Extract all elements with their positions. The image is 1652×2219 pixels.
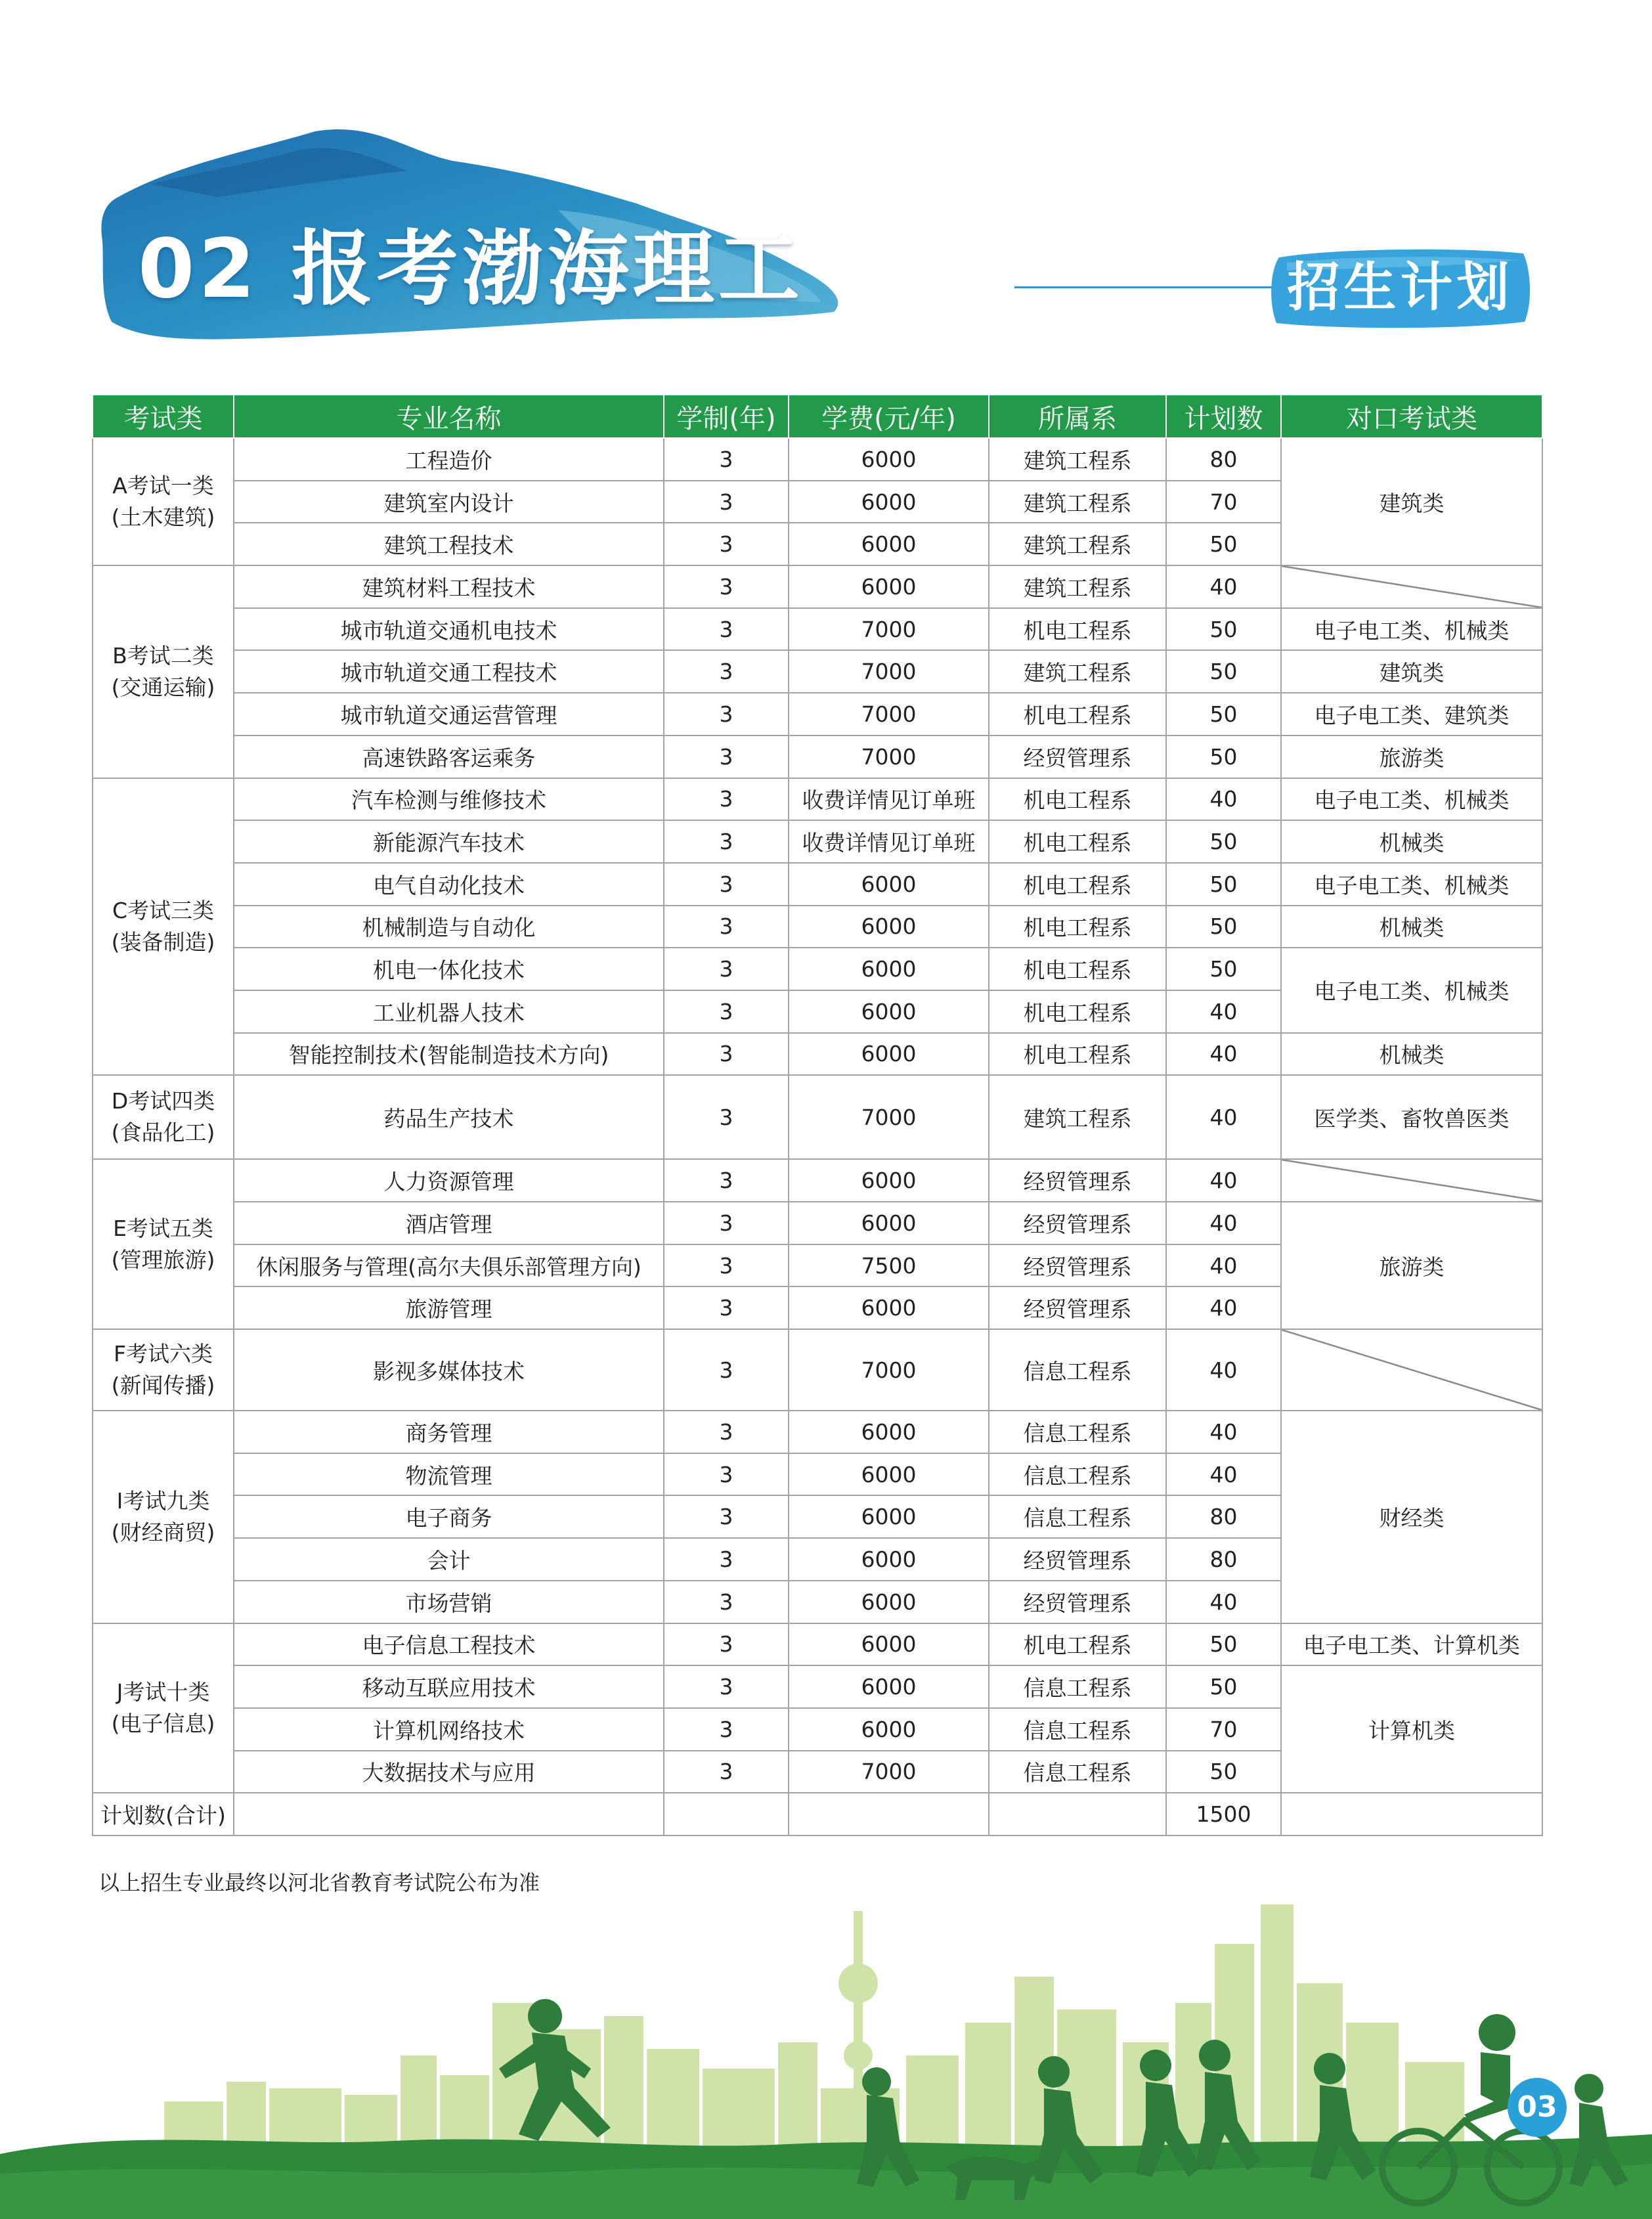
fee-cell: 7000	[789, 1329, 989, 1411]
plan-count-cell: 40	[1166, 778, 1281, 821]
exam-category-cell	[93, 438, 234, 565]
exam-type-cell: 建筑类	[1281, 650, 1542, 693]
years-cell: 3	[664, 565, 789, 608]
plan-count-cell: 40	[1166, 1411, 1281, 1453]
page-title: 02 报考渤海理工	[138, 222, 804, 317]
years-cell: 3	[664, 1075, 789, 1159]
fee-cell: 6000	[789, 1708, 989, 1751]
exam-type-cell: 电子电工类、建筑类	[1281, 693, 1542, 736]
grass-highlight	[0, 2164, 1652, 2219]
category-name: A考试一类	[112, 473, 214, 499]
column-header: 专业名称	[234, 395, 664, 438]
plan-count-cell: 50	[1166, 1665, 1281, 1708]
department-cell: 机电工程系	[989, 608, 1166, 651]
department-cell: 信息工程系	[989, 1751, 1166, 1793]
plan-count-cell: 40	[1166, 1581, 1281, 1623]
major-name: 商务管理	[234, 1411, 664, 1453]
plan-count-cell: 40	[1166, 1075, 1281, 1159]
column-header: 计划数	[1166, 395, 1281, 438]
major-name: 电子信息工程技术	[234, 1623, 664, 1666]
category-group: (新闻传播)	[111, 1373, 215, 1399]
major-name: 智能控制技术(智能制造技术方向)	[234, 1033, 664, 1076]
plan-count-cell: 50	[1166, 693, 1281, 736]
years-cell: 3	[664, 608, 789, 651]
department-cell: 机电工程系	[989, 1623, 1166, 1666]
fee-cell: 6000	[789, 1495, 989, 1538]
exam-category-cell	[93, 778, 234, 1076]
department-cell: 建筑工程系	[989, 481, 1166, 523]
department-cell: 机电工程系	[989, 906, 1166, 948]
years-cell: 3	[664, 523, 789, 565]
plan-count-cell: 80	[1166, 1538, 1281, 1581]
fee-cell: 6000	[789, 1033, 989, 1076]
category-group: (装备制造)	[111, 929, 215, 955]
plan-count-cell: 40	[1166, 1244, 1281, 1287]
exam-type-cell: 电子电工类、计算机类	[1281, 1623, 1542, 1666]
plan-count-cell: 50	[1166, 820, 1281, 863]
department-cell: 经贸管理系	[989, 1159, 1166, 1202]
fee-cell: 6000	[789, 1665, 989, 1708]
empty-diagonal-cell	[1281, 1159, 1542, 1202]
exam-category-cell	[93, 1075, 234, 1159]
total-row	[93, 1793, 1542, 1835]
empty-cell	[789, 1793, 989, 1835]
department-cell: 经贸管理系	[989, 1244, 1166, 1287]
category-group: (财经商贸)	[111, 1519, 215, 1545]
enrollment-plan-table	[92, 394, 1543, 1836]
department-cell: 经贸管理系	[989, 1202, 1166, 1244]
department-cell: 建筑工程系	[989, 650, 1166, 693]
exam-type-cell: 机械类	[1281, 1033, 1542, 1076]
footnote: 以上招生专业最终以河北省教育考试院公布为准	[98, 1870, 540, 1895]
category-name: E考试五类	[113, 1215, 213, 1241]
department-cell: 机电工程系	[989, 778, 1166, 821]
fee-cell: 7000	[789, 608, 989, 651]
years-cell: 3	[664, 820, 789, 863]
fee-cell: 6000	[789, 1623, 989, 1666]
plan-count-cell: 40	[1166, 1202, 1281, 1244]
department-cell: 信息工程系	[989, 1453, 1166, 1496]
category-name: F考试六类	[114, 1341, 213, 1367]
table-row	[93, 1075, 1542, 1159]
exam-type-cell: 旅游类	[1281, 1202, 1542, 1329]
years-cell: 3	[664, 906, 789, 948]
table-row	[93, 438, 1542, 481]
department-cell: 机电工程系	[989, 990, 1166, 1033]
major-name: 休闲服务与管理(高尔夫俱乐部管理方向)	[234, 1244, 664, 1287]
major-name: 电子商务	[234, 1495, 664, 1538]
table-header-row	[93, 395, 1542, 438]
years-cell: 3	[664, 1202, 789, 1244]
department-cell: 机电工程系	[989, 820, 1166, 863]
department-cell: 信息工程系	[989, 1665, 1166, 1708]
empty-cell	[989, 1793, 1166, 1835]
years-cell: 3	[664, 1581, 789, 1623]
exam-type-cell: 机械类	[1281, 906, 1542, 948]
department-cell: 建筑工程系	[989, 565, 1166, 608]
fee-cell: 6000	[789, 481, 989, 523]
table-row	[93, 1159, 1542, 1202]
page-number: 03	[1508, 2078, 1567, 2137]
major-name: 工业机器人技术	[234, 990, 664, 1033]
major-name: 大数据技术与应用	[234, 1751, 664, 1793]
column-header: 学制(年)	[664, 395, 789, 438]
column-header: 所属系	[989, 395, 1166, 438]
major-name: 酒店管理	[234, 1202, 664, 1244]
total-label: 计划数(合计)	[93, 1793, 234, 1835]
department-cell: 机电工程系	[989, 863, 1166, 906]
plan-count-cell: 50	[1166, 736, 1281, 778]
category-name: B考试二类	[112, 642, 214, 669]
column-header: 考试类	[93, 395, 234, 438]
fee-cell: 6000	[789, 1286, 989, 1329]
category-group: (交通运输)	[111, 674, 215, 700]
major-name: 城市轨道交通机电技术	[234, 608, 664, 651]
exam-type-cell: 医学类、畜牧兽医类	[1281, 1075, 1542, 1159]
years-cell: 3	[664, 1159, 789, 1202]
major-name: 电气自动化技术	[234, 863, 664, 906]
category-group: (管理旅游)	[111, 1246, 215, 1273]
exam-type-cell: 旅游类	[1281, 736, 1542, 778]
exam-type-cell: 电子电工类、机械类	[1281, 778, 1542, 821]
major-name: 机械制造与自动化	[234, 906, 664, 948]
empty-cell	[664, 1793, 789, 1835]
section-badge	[1267, 244, 1533, 331]
years-cell: 3	[664, 481, 789, 523]
table-row	[93, 693, 1542, 736]
table-row	[93, 1623, 1542, 1666]
plan-count-cell: 80	[1166, 438, 1281, 481]
table-row	[93, 1033, 1542, 1076]
fee-cell: 7500	[789, 1244, 989, 1287]
plan-count-cell: 50	[1166, 1623, 1281, 1666]
major-name: 城市轨道交通运营管理	[234, 693, 664, 736]
years-cell: 3	[664, 1751, 789, 1793]
fee-cell: 6000	[789, 1453, 989, 1496]
major-name: 汽车检测与维修技术	[234, 778, 664, 821]
table-row	[93, 565, 1542, 608]
exam-category-cell	[93, 1411, 234, 1623]
department-cell: 建筑工程系	[989, 1075, 1166, 1159]
major-name: 机电一体化技术	[234, 948, 664, 990]
department-cell: 经贸管理系	[989, 736, 1166, 778]
years-cell: 3	[664, 990, 789, 1033]
major-name: 药品生产技术	[234, 1075, 664, 1159]
category-name: C考试三类	[112, 898, 215, 924]
major-name: 建筑工程技术	[234, 523, 664, 565]
table-row	[93, 863, 1542, 906]
department-cell: 机电工程系	[989, 1033, 1166, 1076]
title-banner	[98, 125, 854, 348]
column-header: 学费(元/年)	[789, 395, 989, 438]
section-label: 招生计划	[1287, 257, 1513, 318]
years-cell: 3	[664, 1665, 789, 1708]
empty-diagonal-cell	[1281, 565, 1542, 608]
years-cell: 3	[664, 650, 789, 693]
exam-category-cell	[93, 1623, 234, 1793]
major-name: 工程造价	[234, 438, 664, 481]
exam-type-cell: 电子电工类、机械类	[1281, 863, 1542, 906]
table-row	[93, 650, 1542, 693]
category-name: D考试四类	[111, 1088, 215, 1114]
column-header: 对口考试类	[1281, 395, 1542, 438]
fee-cell: 6000	[789, 906, 989, 948]
plan-count-cell: 50	[1166, 948, 1281, 990]
department-cell: 建筑工程系	[989, 523, 1166, 565]
fee-cell: 7000	[789, 650, 989, 693]
department-cell: 经贸管理系	[989, 1581, 1166, 1623]
department-cell: 机电工程系	[989, 948, 1166, 990]
fee-cell: 7000	[789, 1075, 989, 1159]
years-cell: 3	[664, 736, 789, 778]
plan-count-cell: 50	[1166, 608, 1281, 651]
exam-type-cell: 电子电工类、机械类	[1281, 608, 1542, 651]
years-cell: 3	[664, 1453, 789, 1496]
major-name: 物流管理	[234, 1453, 664, 1496]
total-value: 1500	[1166, 1793, 1281, 1835]
plan-count-cell: 50	[1166, 650, 1281, 693]
department-cell: 经贸管理系	[989, 1538, 1166, 1581]
exam-type-cell: 机械类	[1281, 820, 1542, 863]
fee-cell: 7000	[789, 736, 989, 778]
table-row	[93, 1202, 1542, 1244]
exam-type-cell: 电子电工类、机械类	[1281, 948, 1542, 1032]
plan-count-cell: 40	[1166, 1033, 1281, 1076]
years-cell: 3	[664, 778, 789, 821]
fee-cell: 6000	[789, 1581, 989, 1623]
years-cell: 3	[664, 1538, 789, 1581]
fee-cell: 7000	[789, 1751, 989, 1793]
table-row	[93, 906, 1542, 948]
plan-count-cell: 40	[1166, 1453, 1281, 1496]
major-name: 人力资源管理	[234, 1159, 664, 1202]
department-cell: 信息工程系	[989, 1495, 1166, 1538]
exam-category-cell	[93, 565, 234, 778]
fee-cell: 6000	[789, 523, 989, 565]
table-row	[93, 948, 1542, 990]
major-name: 高速铁路客运乘务	[234, 736, 664, 778]
plan-count-cell: 80	[1166, 1495, 1281, 1538]
years-cell: 3	[664, 1033, 789, 1076]
plan-count-cell: 50	[1166, 1751, 1281, 1793]
fee-cell: 6000	[789, 948, 989, 990]
city-skyline-illustration	[0, 1891, 1652, 2219]
fee-cell: 6000	[789, 565, 989, 608]
major-name: 市场营销	[234, 1581, 664, 1623]
table-row	[93, 820, 1542, 863]
table-row	[93, 1329, 1542, 1411]
exam-type-cell: 建筑类	[1281, 438, 1542, 565]
department-cell: 机电工程系	[989, 693, 1166, 736]
plan-count-cell: 70	[1166, 481, 1281, 523]
plan-count-cell: 50	[1166, 523, 1281, 565]
years-cell: 3	[664, 1244, 789, 1287]
department-cell: 信息工程系	[989, 1411, 1166, 1453]
department-cell: 信息工程系	[989, 1329, 1166, 1411]
years-cell: 3	[664, 1495, 789, 1538]
plan-count-cell: 40	[1166, 990, 1281, 1033]
exam-type-cell: 计算机类	[1281, 1665, 1542, 1793]
years-cell: 3	[664, 1329, 789, 1411]
major-name: 建筑材料工程技术	[234, 565, 664, 608]
plan-count-cell: 40	[1166, 1159, 1281, 1202]
exam-type-cell: 财经类	[1281, 1411, 1542, 1623]
category-name: I考试九类	[116, 1487, 210, 1514]
major-name: 计算机网络技术	[234, 1708, 664, 1751]
major-name: 新能源汽车技术	[234, 820, 664, 863]
major-name: 旅游管理	[234, 1286, 664, 1329]
table-row	[93, 778, 1542, 821]
major-name: 移动互联应用技术	[234, 1665, 664, 1708]
fee-cell: 6000	[789, 863, 989, 906]
fee-cell: 6000	[789, 1411, 989, 1453]
plan-count-cell: 40	[1166, 1329, 1281, 1411]
table-row	[93, 608, 1542, 651]
category-group: (土木建筑)	[111, 504, 215, 531]
table-row	[93, 736, 1542, 778]
fee-cell: 6000	[789, 1159, 989, 1202]
table-row	[93, 1411, 1542, 1453]
plan-count-cell: 50	[1166, 906, 1281, 948]
category-group: (食品化工)	[111, 1120, 215, 1146]
department-cell: 信息工程系	[989, 1708, 1166, 1751]
fee-cell: 收费详情见订单班	[789, 778, 989, 821]
major-name: 影视多媒体技术	[234, 1329, 664, 1411]
empty-cell	[1281, 1793, 1542, 1835]
fee-cell: 6000	[789, 1538, 989, 1581]
years-cell: 3	[664, 1708, 789, 1751]
category-name: J考试十类	[116, 1679, 210, 1705]
exam-category-cell	[93, 1159, 234, 1329]
header-divider-line	[1014, 286, 1274, 288]
years-cell: 3	[664, 1411, 789, 1453]
years-cell: 3	[664, 1623, 789, 1666]
major-name: 会计	[234, 1538, 664, 1581]
years-cell: 3	[664, 863, 789, 906]
years-cell: 3	[664, 948, 789, 990]
fee-cell: 7000	[789, 693, 989, 736]
category-group: (电子信息)	[111, 1710, 215, 1736]
major-name: 城市轨道交通工程技术	[234, 650, 664, 693]
fee-cell: 收费详情见订单班	[789, 820, 989, 863]
fee-cell: 6000	[789, 438, 989, 481]
plan-count-cell: 50	[1166, 863, 1281, 906]
department-cell: 建筑工程系	[989, 438, 1166, 481]
exam-category-cell	[93, 1329, 234, 1411]
table-row	[93, 1665, 1542, 1708]
years-cell: 3	[664, 438, 789, 481]
fee-cell: 6000	[789, 1202, 989, 1244]
fee-cell: 6000	[789, 990, 989, 1033]
empty-cell	[234, 1793, 664, 1835]
years-cell: 3	[664, 693, 789, 736]
department-cell: 经贸管理系	[989, 1286, 1166, 1329]
plan-count-cell: 70	[1166, 1708, 1281, 1751]
empty-diagonal-cell	[1281, 1329, 1542, 1411]
major-name: 建筑室内设计	[234, 481, 664, 523]
plan-count-cell: 40	[1166, 565, 1281, 608]
plan-count-cell: 40	[1166, 1286, 1281, 1329]
years-cell: 3	[664, 1286, 789, 1329]
